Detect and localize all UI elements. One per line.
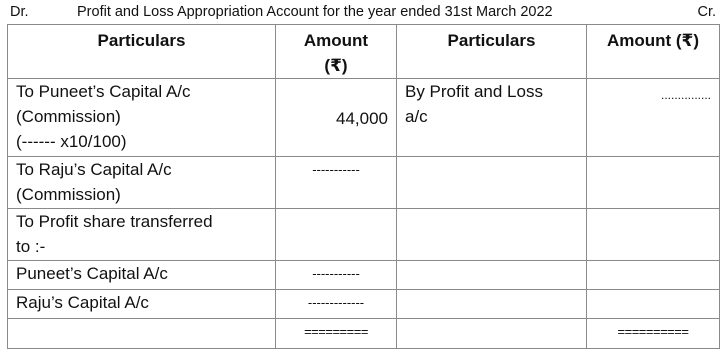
- empty-cell: [397, 290, 587, 319]
- profit-share-particulars: To Profit share transferred to :-: [8, 209, 276, 261]
- amount-left-header: Amount (₹): [276, 25, 397, 79]
- statement-header: [0, 0, 722, 22]
- total-right-amount: ==========: [587, 319, 720, 349]
- puneet-capital-amount: -----------: [276, 261, 397, 290]
- appropriation-account-table: [7, 24, 720, 349]
- puneet-commission-amount: 44,000: [276, 79, 397, 157]
- empty-cell: [276, 209, 397, 261]
- table-row: [8, 157, 720, 209]
- by-profit-loss-particulars: By Profit and Loss a/c: [397, 79, 587, 157]
- table-header-row: [8, 25, 720, 79]
- by-profit-loss-amount: ...............: [587, 79, 720, 157]
- empty-cell: [397, 319, 587, 349]
- table-row: [8, 209, 720, 261]
- total-left-amount: =========: [276, 319, 397, 349]
- particulars-left-header: Particulars: [8, 25, 276, 79]
- debit-marker: Dr.: [10, 4, 29, 20]
- table-row: [8, 290, 720, 319]
- empty-cell: [397, 157, 587, 209]
- empty-cell: [397, 209, 587, 261]
- raju-commission-particulars: To Raju’s Capital A/c (Commission): [8, 157, 276, 209]
- amount-right-header: Amount (₹): [587, 25, 720, 79]
- raju-capital-amount: -------------: [276, 290, 397, 319]
- empty-cell: [587, 290, 720, 319]
- puneet-commission-particulars: To Puneet’s Capital A/c (Commission) (------ x10/100): [8, 79, 276, 157]
- table-row: [8, 79, 720, 157]
- particulars-right-header: Particulars: [397, 25, 587, 79]
- raju-capital-particulars: Raju’s Capital A/c: [8, 290, 276, 319]
- raju-commission-amount: -----------: [276, 157, 397, 209]
- statement-title: Profit and Loss Appropriation Account for the year ended 31st March 2022: [77, 4, 553, 20]
- empty-cell: [587, 209, 720, 261]
- empty-cell: [587, 261, 720, 290]
- empty-cell: [587, 157, 720, 209]
- empty-cell: [8, 319, 276, 349]
- puneet-capital-particulars: Puneet’s Capital A/c: [8, 261, 276, 290]
- empty-cell: [397, 261, 587, 290]
- table-row: [8, 261, 720, 290]
- credit-marker: Cr.: [697, 4, 716, 20]
- totals-row: [8, 319, 720, 349]
